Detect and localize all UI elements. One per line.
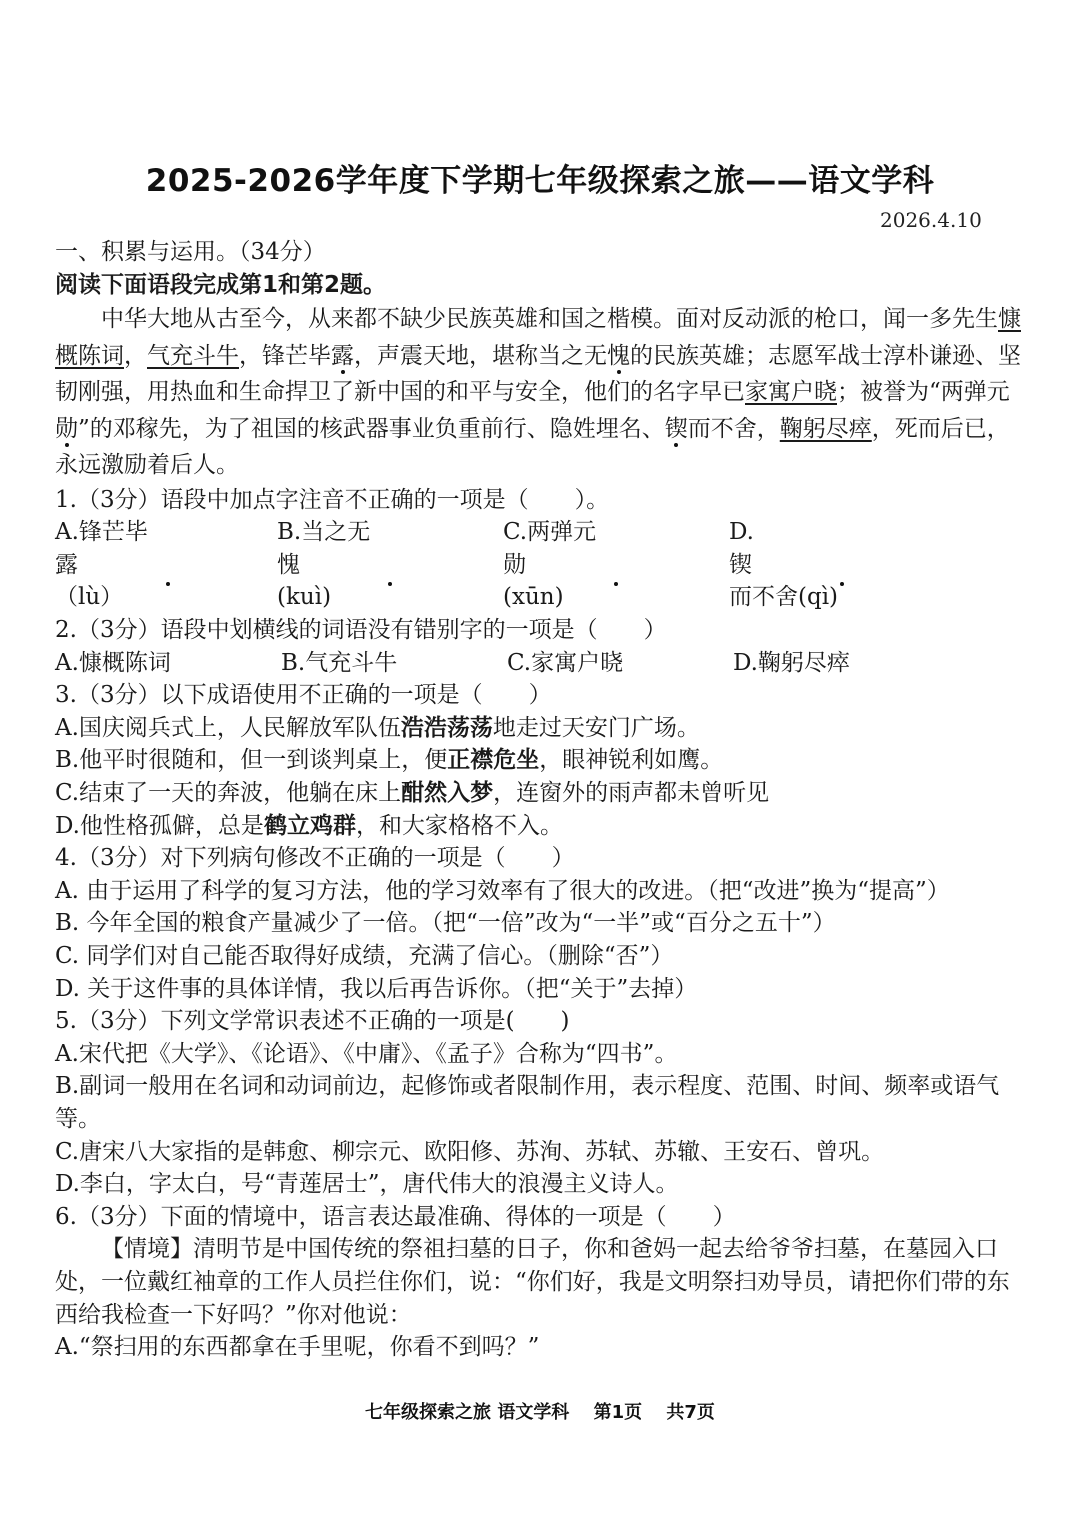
option-text: D. xyxy=(729,519,754,546)
reading-passage xyxy=(55,301,1030,484)
page-footer xyxy=(0,1398,1080,1424)
dotted-char: 露 xyxy=(55,549,281,582)
footer-course: 七年级探索之旅 语文学科 xyxy=(365,1402,570,1423)
option-b: B. 今年全国的粮食产量减少了一倍。（把“一倍”改为“一半”或“百分之五十”） xyxy=(55,910,836,937)
question-6-stem: 6.（3分）下面的情境中，语言表达最准确、得体的一项是（ ） xyxy=(55,1203,736,1230)
option-c xyxy=(503,516,729,614)
option-pinyin: (xūn) xyxy=(503,584,564,611)
option-text: C.结束了一天的奔波，他躺在床上 xyxy=(55,780,402,807)
passage-text: 的民族英雄；志愿军战士淳朴谦逊、坚韧刚强，用热血和生命捍卫了新中国的和平与安全，他们的名字早已 xyxy=(55,342,1021,406)
option-text: B.他平时很随和，但一到谈判桌上，便 xyxy=(55,747,448,774)
option-a: A. 由于运用了科学的复习方法，他的学习效率有了很大的改进。（把“改进”换为“提高”） xyxy=(55,877,950,904)
option-a xyxy=(55,712,1030,745)
option-d: D.鞠躬尽瘁 xyxy=(733,649,850,676)
option-text: A.国庆阅兵式上，人民解放军队伍 xyxy=(55,714,401,741)
dotted-char: 勋 xyxy=(503,549,729,582)
option-text: B.当之无 xyxy=(277,519,371,546)
passage-text: ， xyxy=(124,342,147,369)
underlined-word: 气充斗牛 xyxy=(147,342,239,369)
option-b xyxy=(277,516,503,614)
option-a: A.慷概陈词 xyxy=(55,649,171,676)
dotted-char: 露 xyxy=(331,342,354,369)
dotted-char: 锲 xyxy=(664,415,688,442)
question-5-stem: 5.（3分）下列文学常识表述不正确的一项是( ) xyxy=(55,1008,570,1035)
underlined-word: 鞠躬尽瘁 xyxy=(779,415,872,442)
passage-text: ；被誉为“两弹元 xyxy=(837,379,1010,406)
option-text: ，和大家格格不入。 xyxy=(355,812,563,839)
passage-text: 中华大地从古至今，从来都不缺少民族英雄和国之楷模。面对反动派的枪口，闻一多先生 xyxy=(101,306,998,333)
option-text: ，连窗外的雨声都未曾听见 xyxy=(493,780,770,807)
passage-text: ，锋芒毕 xyxy=(239,342,331,369)
bold-idiom: 鹤立鸡群 xyxy=(263,812,356,839)
option-b xyxy=(55,744,1030,777)
option-b: B.气充斗牛 xyxy=(281,649,398,676)
option-c: C.家寓户晓 xyxy=(507,649,624,676)
dotted-char: 愧 xyxy=(607,342,630,369)
option-a xyxy=(55,516,277,614)
option-a: A.“祭扫用的东西都拿在手里呢，你看不到吗？” xyxy=(55,1334,540,1361)
dotted-char: 锲 xyxy=(729,549,955,582)
passage-text: ”的邓稼先，为了祖国的核武器事业负重前行、隐姓埋名、 xyxy=(78,415,665,442)
option-d xyxy=(55,810,1030,843)
option-pinyin: 而不舍(qì) xyxy=(729,584,839,611)
option-d: D.李白，字太白，号“青莲居士”，唐代伟大的浪漫主义诗人。 xyxy=(55,1171,679,1198)
question-6-situation: 【情境】清明节是中国传统的祭祖扫墓的日子，你和爸妈一起去给爷爷扫墓，在墓园入口处，一位戴红袖章的工作人员拦住你们，说：“你们好，我是文明祭扫劝导员，请把你们带的东西给我检查一下好吗？”你对他说： xyxy=(55,1236,1010,1328)
exam-title: 2025-2026学年度下学期七年级探索之旅——语文学科 xyxy=(145,163,935,199)
bold-idiom: 浩浩荡荡 xyxy=(400,714,493,741)
question-1-options xyxy=(55,516,1030,614)
option-pinyin: (kuì) xyxy=(277,584,332,611)
passage-text: ，死而后已，永远激励着后人。 xyxy=(55,415,1010,479)
option-text: C.两弹元 xyxy=(503,519,597,546)
section-heading: 一、积累与运用。（34分） xyxy=(55,239,326,265)
bold-idiom: 酣然入梦 xyxy=(401,780,494,807)
footer-page-total: 共7页 xyxy=(666,1402,715,1423)
underlined-word: 慷概陈词 xyxy=(55,306,1021,369)
passage-text: 而不舍， xyxy=(687,415,780,442)
option-text: A.锋芒毕 xyxy=(55,519,148,546)
option-d xyxy=(729,516,1030,614)
question-2-options xyxy=(55,647,1030,680)
option-d: D. 关于这件事的具体详情，我以后再告诉你。（把“关于”去掉） xyxy=(55,975,698,1002)
question-1-stem: 1.（3分）语段中加点字注音不正确的一项是（ ）。 xyxy=(55,486,610,513)
question-2-stem: 2.（3分）语段中划横线的词语没有错别字的一项是（ ） xyxy=(55,617,667,644)
option-b: B.副词一般用在名词和动词前边，起修饰或者限制作用，表示程度、范围、时间、频率或语气等。 xyxy=(55,1073,1000,1132)
dotted-char: 勋 xyxy=(55,415,78,442)
option-c: C.唐宋八大家指的是韩愈、柳宗元、欧阳修、苏洵、苏轼、苏辙、王安石、曾巩。 xyxy=(55,1138,885,1165)
footer-page-number: 第1页 xyxy=(593,1402,643,1423)
exam-date: 2026.4.10 xyxy=(880,208,982,232)
exam-content xyxy=(55,236,1030,1364)
option-text: ，眼神锐利如鹰。 xyxy=(539,747,724,774)
option-c xyxy=(55,777,1030,810)
dotted-char: 愧 xyxy=(277,549,503,582)
option-text: 地走过天安门广场。 xyxy=(492,714,700,741)
question-4-stem: 4.（3分）对下列病句修改不正确的一项是（ ） xyxy=(55,845,575,872)
passage-text: ，声震天地，堪称当之无 xyxy=(354,342,607,369)
option-text: D.他性格孤僻，总是 xyxy=(55,812,264,839)
bold-idiom: 正襟危坐 xyxy=(447,747,540,774)
reading-instruction: 阅读下面语段完成第1和第2题。 xyxy=(55,271,387,298)
underlined-word: 家寓户晓 xyxy=(745,379,837,406)
option-pinyin: （lù） xyxy=(55,584,124,611)
question-3-stem: 3.（3分）以下成语使用不正确的一项是（ ） xyxy=(55,682,552,709)
option-c: C. 同学们对自己能否取得好成绩，充满了信心。（删除“否”） xyxy=(55,943,674,969)
option-a: A.宋代把《大学》、《论语》、《中庸》、《孟子》合称为“四书”。 xyxy=(55,1040,678,1067)
